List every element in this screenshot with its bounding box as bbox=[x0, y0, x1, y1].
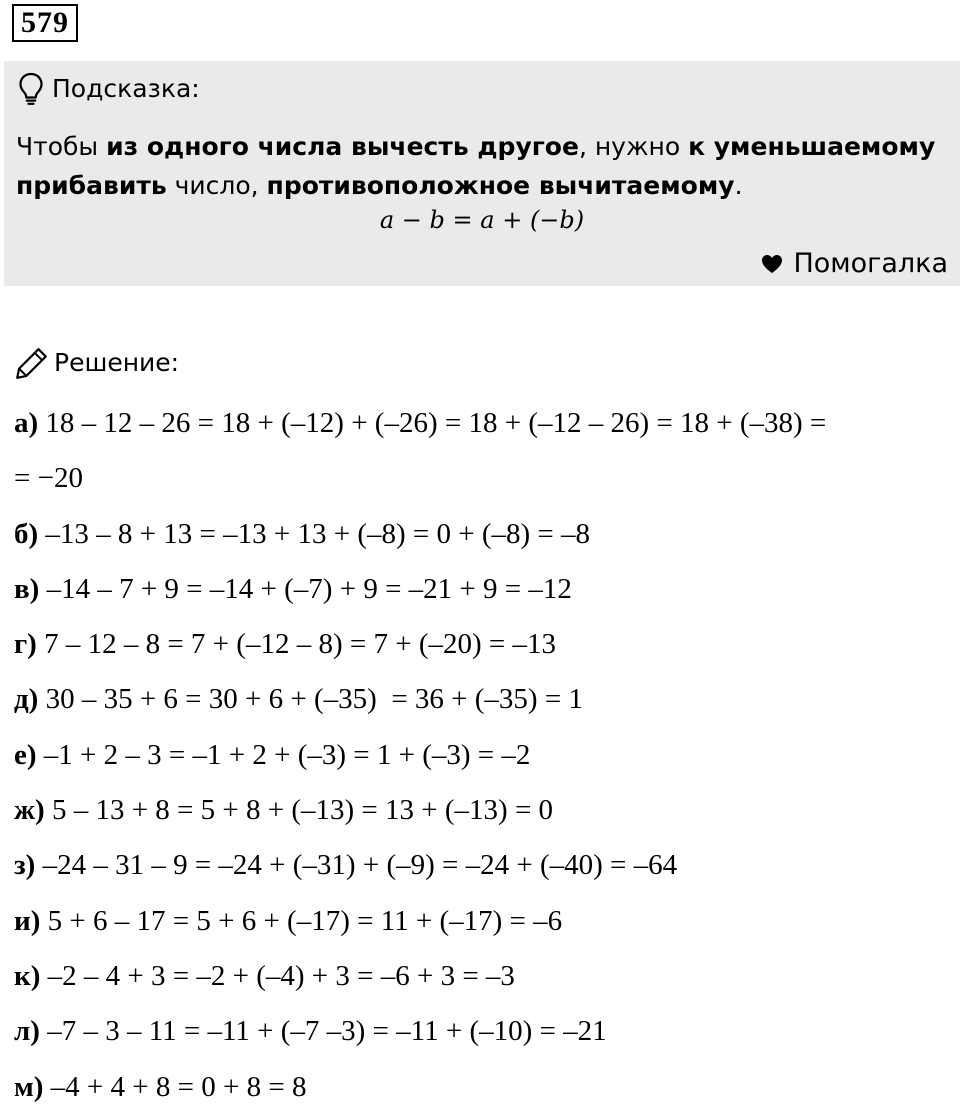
problem-number: 579 bbox=[12, 4, 78, 42]
solution-line-label: в) bbox=[14, 572, 40, 605]
hint-text-part: , нужно bbox=[578, 132, 689, 161]
solution-line-text: –24 – 31 – 9 = –24 + (–31) + (–9) = –24 + (–40) = –64 bbox=[35, 849, 678, 882]
solution-line bbox=[14, 729, 954, 784]
solution-line-text: 5 – 13 + 8 = 5 + 8 + (–13) = 13 + (–13) = 0 bbox=[44, 794, 554, 827]
solution-line-text: 7 – 12 – 8 = 7 + (–12 – 8) = 7 + (–20) = –13 bbox=[36, 628, 556, 661]
solution-line bbox=[14, 839, 954, 894]
solution-line bbox=[14, 618, 954, 673]
solution-line-text: –7 – 3 – 11 = –11 + (–7 –3) = –11 + (–10) = –21 bbox=[39, 1015, 607, 1048]
solution-line bbox=[14, 895, 954, 950]
brand bbox=[761, 245, 948, 283]
solution-line-text: –4 + 4 + 8 = 0 + 8 = 8 bbox=[43, 1070, 307, 1103]
solution-line bbox=[14, 1061, 954, 1116]
solution-line-text: 30 – 35 + 6 = 30 + 6 + (–35) = 36 + (–35) = 1 bbox=[38, 683, 583, 716]
solution-line-text: –1 + 2 – 3 = –1 + 2 + (–3) = 1 + (–3) = –2 bbox=[36, 738, 531, 771]
solution-line-label: к) bbox=[14, 959, 41, 992]
hint-box bbox=[4, 61, 960, 286]
solution-line-text: 18 – 12 – 26 = 18 + (–12) + (–26) = 18 + (–12 – 26) = 18 + (–38) = bbox=[38, 407, 827, 439]
hint-text-part: к уменьшаемому прибавить bbox=[16, 132, 936, 200]
solution-line-label: д) bbox=[14, 683, 39, 716]
solution-line-label: м) bbox=[14, 1070, 44, 1103]
solution-line bbox=[14, 784, 954, 839]
brand-label: Помогалка bbox=[793, 248, 948, 279]
solution-line-text: –13 – 8 + 13 = –13 + 13 + (–8) = 0 + (–8) = –8 bbox=[38, 517, 591, 550]
solution-line bbox=[14, 563, 954, 618]
solution-line-label: е) bbox=[14, 738, 37, 771]
solution-line-label: л) bbox=[14, 1015, 40, 1048]
lightbulb-icon bbox=[18, 72, 44, 106]
hint-text-part: Чтобы bbox=[16, 132, 107, 161]
solution-line bbox=[14, 452, 954, 507]
solution-line-label: а) bbox=[14, 407, 39, 439]
hint-formula: a − b = a + (−b) bbox=[379, 206, 585, 234]
solution-line-label: ж) bbox=[14, 794, 45, 827]
solution-line-label: б) bbox=[14, 517, 39, 550]
solution-line-label: з) bbox=[14, 849, 36, 882]
solution-line-label: г) bbox=[14, 628, 37, 661]
solution-header bbox=[14, 343, 179, 383]
solution-title: Решение: bbox=[54, 348, 180, 377]
hint-text bbox=[16, 127, 946, 205]
solution-line-text: –2 – 4 + 3 = –2 + (–4) + 3 = –6 + 3 = –3 bbox=[40, 959, 515, 992]
hint-text-part: . bbox=[734, 171, 743, 200]
solution-line-label: и) bbox=[14, 904, 41, 937]
hint-text-part: противоположное вычитаемому bbox=[266, 171, 735, 200]
solution-line-text: 5 + 6 – 17 = 5 + 6 + (–17) = 11 + (–17) = –6 bbox=[40, 904, 563, 937]
pencil-icon bbox=[14, 345, 50, 381]
solution-line bbox=[14, 673, 954, 728]
hint-title: Подсказка: bbox=[52, 74, 200, 103]
solution-line bbox=[14, 397, 954, 452]
solution-line-text: –14 – 7 + 9 = –14 + (–7) + 9 = –21 + 9 = –12 bbox=[39, 572, 572, 605]
hint-text-part: число, bbox=[166, 171, 267, 200]
solution-line bbox=[14, 1005, 954, 1060]
hint-text-part: из одного числа вычесть другое bbox=[106, 132, 579, 161]
solution-line bbox=[14, 508, 954, 563]
solution-line bbox=[14, 950, 954, 1005]
solution-line-text: = −20 bbox=[14, 462, 83, 495]
hint-header bbox=[18, 71, 200, 107]
heart-icon bbox=[761, 254, 793, 274]
solution-list bbox=[14, 397, 954, 1116]
